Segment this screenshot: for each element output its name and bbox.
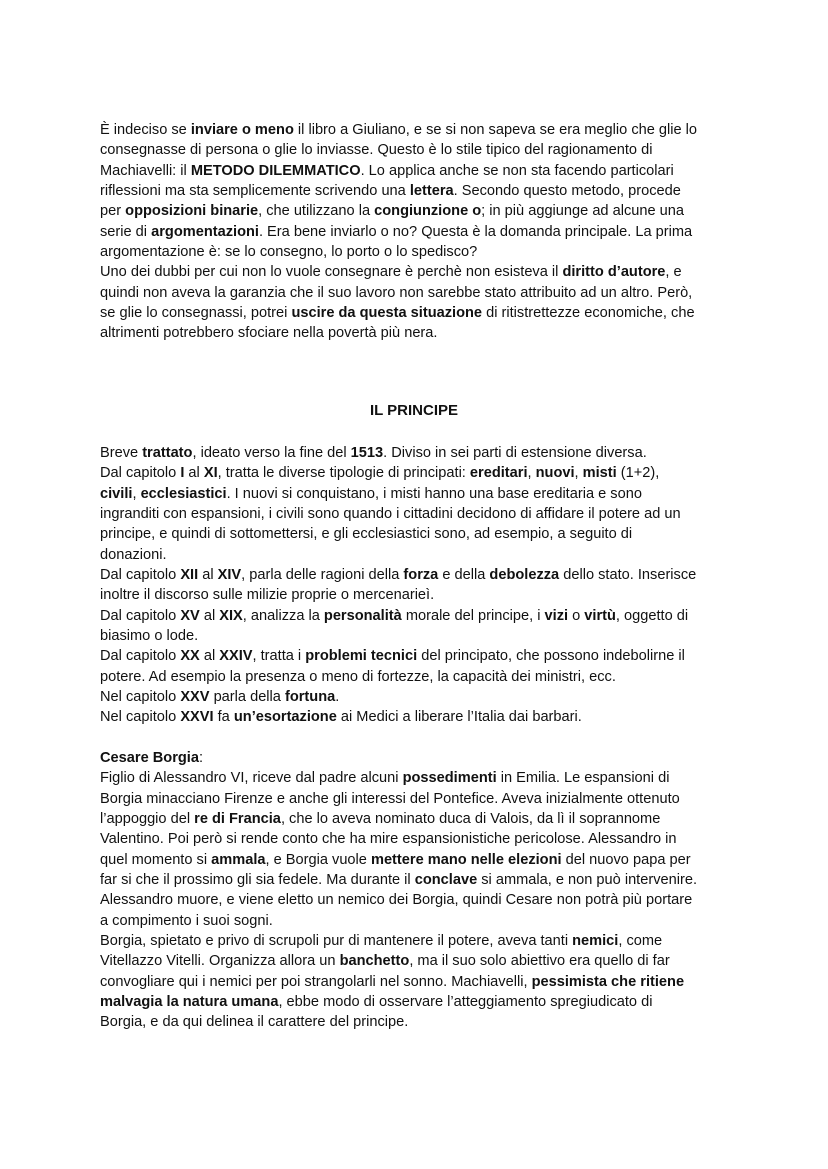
text: del principato, che possono indebolirne il bbox=[417, 648, 685, 665]
text: Breve bbox=[100, 445, 143, 461]
text: Dal capitolo bbox=[100, 567, 181, 584]
bold-text: lettera bbox=[409, 183, 454, 200]
text-line bbox=[100, 524, 740, 544]
text: inoltre il discorso sulle milizie proprie o mercenarieì. bbox=[100, 587, 435, 604]
text: , analizza la bbox=[242, 607, 324, 624]
text: far si che il prossimo gli sia fedele. Ma durante il bbox=[100, 872, 415, 889]
text: , ma il suo solo abiettivo era quello di far bbox=[409, 953, 670, 970]
bold-text: XXV bbox=[180, 689, 210, 706]
text: altrimenti potrebbero sfociare nella povertà più nera. bbox=[100, 325, 438, 342]
text: l’appoggio del bbox=[100, 811, 195, 828]
text-line bbox=[100, 748, 740, 768]
text-line bbox=[100, 120, 740, 140]
bold-text: I bbox=[180, 465, 185, 482]
text: , ebbe modo di osservare l’atteggiamento spregiudicato di bbox=[278, 994, 653, 1011]
bold-text: mettere mano nelle elezioni bbox=[370, 851, 562, 868]
text: , che lo aveva nominato duca di Valois, da lì il soprannome bbox=[280, 811, 661, 828]
bold-text: debolezza bbox=[489, 567, 560, 584]
text: il libro a Giuliano, e se si non sapeva se era meglio che glie lo bbox=[293, 122, 698, 138]
text-line bbox=[100, 687, 740, 707]
bold-text: virtù bbox=[584, 607, 616, 624]
text: del nuovo papa per bbox=[561, 851, 691, 868]
intro-paragraph bbox=[100, 120, 740, 344]
text: serie di bbox=[100, 223, 152, 240]
text: se glie lo consegnassi, potrei bbox=[100, 305, 292, 322]
text-line bbox=[100, 768, 740, 788]
bold-text: nuovi bbox=[535, 465, 575, 482]
bold-text: misti bbox=[582, 465, 617, 482]
text-line bbox=[100, 585, 740, 605]
text: ; in più aggiunge ad alcune una bbox=[481, 203, 685, 220]
bold-text: trattato bbox=[142, 445, 193, 461]
text: , e bbox=[665, 264, 682, 281]
bold-text: ecclesiastici bbox=[140, 485, 227, 502]
bold-text: banchetto bbox=[339, 953, 410, 970]
text: . I nuovi si conquistano, i misti hanno una base ereditaria e sono bbox=[226, 485, 642, 502]
bold-text: problemi tecnici bbox=[305, 648, 418, 665]
text-line bbox=[100, 606, 740, 626]
text: potere. Ad esempio la presenza o meno di fortezze, la capacità dei ministri, ecc. bbox=[100, 668, 616, 685]
text: al bbox=[198, 567, 218, 584]
text: si ammala, e non può intervenire. bbox=[477, 872, 698, 889]
text: Nel capitolo bbox=[100, 709, 181, 726]
text-line bbox=[100, 504, 740, 524]
text-line bbox=[100, 140, 740, 160]
section-title: IL PRINCIPE bbox=[369, 402, 459, 419]
text-line bbox=[100, 161, 740, 181]
text-line bbox=[100, 463, 740, 483]
text-line bbox=[100, 303, 740, 323]
text: riflessioni ma sta semplicemente scrivendo una bbox=[100, 183, 410, 200]
text: argomentazione è: se lo consegno, lo porto o lo spedisco? bbox=[100, 244, 478, 261]
bold-text: XIV bbox=[217, 567, 242, 584]
text: Uno dei dubbi per cui non lo vuole consegnare è perchè non esisteva il bbox=[100, 264, 563, 281]
text-line bbox=[100, 667, 740, 687]
text: Nel capitolo bbox=[100, 689, 181, 706]
bold-text: uscire da questa situazione bbox=[291, 305, 483, 322]
bold-text: diritto d’autore bbox=[562, 264, 666, 281]
text: biasimo o lode. bbox=[100, 628, 199, 645]
bold-text: XX bbox=[180, 648, 200, 665]
text: Borgia minacciano Firenze e anche gli interessi del Pontefice. Aveva inizialmente ottenuto bbox=[100, 790, 680, 807]
bold-text: 1513 bbox=[350, 445, 384, 461]
text: , bbox=[527, 465, 536, 482]
bold-text: congiunzione o bbox=[374, 203, 482, 220]
bold-text: XXVI bbox=[180, 709, 214, 726]
text-line bbox=[100, 890, 740, 910]
bold-text: fortuna bbox=[284, 689, 336, 706]
bold-text: argomentazioni bbox=[151, 223, 259, 240]
text-line bbox=[100, 484, 740, 504]
bold-text: XII bbox=[180, 567, 199, 584]
text-line bbox=[100, 829, 740, 849]
bold-text: ereditari bbox=[469, 465, 528, 482]
text-line bbox=[100, 850, 740, 870]
bold-text: malvagia la natura umana bbox=[100, 994, 279, 1011]
text: , che utilizzano la bbox=[258, 203, 375, 220]
bold-text: XIX bbox=[219, 607, 243, 624]
text: principe, e quindi di sottomettersi, e gli ecclesiastici sono, ad esempio, a seguito di bbox=[100, 526, 633, 543]
text: (1+2), bbox=[616, 465, 660, 482]
cesare-borgia-paragraph bbox=[100, 748, 740, 1033]
text: , ideato verso la fine del bbox=[192, 445, 351, 461]
text: quindi non aveva la garanzia che il suo lavoro non sarebbe stato attribuito ad un altro. Però, bbox=[100, 284, 693, 301]
text: di ritistrettezze economiche, che bbox=[482, 305, 695, 322]
bold-text: forza bbox=[403, 567, 439, 584]
text-line bbox=[100, 262, 740, 282]
text: È indeciso se bbox=[100, 122, 191, 138]
text-line bbox=[100, 951, 740, 971]
text: quel momento si bbox=[100, 851, 212, 868]
text-line bbox=[100, 443, 740, 463]
text: Dal capitolo bbox=[100, 607, 181, 624]
bold-text: possedimenti bbox=[402, 770, 497, 787]
text-line bbox=[100, 972, 740, 992]
bold-text: ammala bbox=[211, 851, 266, 868]
text: , bbox=[574, 465, 583, 482]
text: , tratta le diverse tipologie di principati: bbox=[217, 465, 470, 482]
text-line bbox=[100, 911, 740, 931]
text: . Lo applica anche se non sta facendo particolari bbox=[360, 162, 674, 179]
principe-summary-paragraph bbox=[100, 443, 740, 728]
text: , parla delle ragioni della bbox=[241, 567, 404, 584]
text: Dal capitolo bbox=[100, 648, 181, 665]
text-line bbox=[100, 992, 740, 1012]
text: Machiavelli: il bbox=[100, 162, 191, 179]
text-line bbox=[100, 707, 740, 727]
text: , e Borgia vuole bbox=[265, 851, 371, 868]
text: fa bbox=[213, 709, 234, 726]
text: . Era bene inviarlo o no? Questa è la domanda principale. La prima bbox=[258, 223, 693, 240]
bold-text: XXIV bbox=[219, 648, 253, 665]
bold-text: re di Francia bbox=[194, 811, 281, 828]
text: o bbox=[568, 607, 585, 624]
text-line bbox=[100, 646, 740, 666]
text: , oggetto di bbox=[615, 607, 689, 624]
text: Valentino. Poi però si rende conto che ha mire espansionistiche pericolose. Alessandro in bbox=[100, 831, 677, 848]
text: al bbox=[199, 648, 220, 665]
bold-text: inviare o meno bbox=[190, 122, 294, 138]
text: donazioni. bbox=[100, 546, 167, 563]
bold-text: personalità bbox=[323, 607, 402, 624]
text-line bbox=[100, 222, 740, 242]
text-line bbox=[100, 181, 740, 201]
text: ingranditi con espansioni, i civili sono quando i cittadini decidono di affidare il potere ad un bbox=[100, 506, 681, 523]
text: dello stato. Inserisce bbox=[559, 567, 697, 584]
bold-text: XI bbox=[203, 465, 218, 482]
bold-text: conclave bbox=[414, 872, 478, 889]
text: e della bbox=[438, 567, 490, 584]
text: Alessandro muore, e viene eletto un nemico dei Borgia, quindi Cesare non potrà più portare bbox=[100, 892, 693, 909]
text: : bbox=[198, 750, 204, 766]
bold-text: Cesare Borgia bbox=[100, 750, 199, 766]
text: Figlio di Alessandro VI, riceve dal padre alcuni bbox=[100, 770, 403, 787]
text-line bbox=[100, 626, 740, 646]
text: Borgia, spietato e privo di scrupoli pur di mantenere il potere, aveva tanti bbox=[100, 933, 573, 950]
text-line bbox=[100, 201, 740, 221]
text-line bbox=[100, 323, 740, 343]
text-line bbox=[100, 789, 740, 809]
bold-text: XV bbox=[180, 607, 200, 624]
text: . Diviso in sei parti di estensione diversa. bbox=[383, 445, 647, 461]
text-line bbox=[100, 870, 740, 890]
bold-text: vizi bbox=[544, 607, 569, 624]
text: , come bbox=[618, 933, 663, 950]
text-line bbox=[100, 283, 740, 303]
text: , tratta i bbox=[252, 648, 306, 665]
text-line bbox=[100, 809, 740, 829]
text: per bbox=[100, 203, 126, 220]
text-line bbox=[100, 545, 740, 565]
text: convogliare qui i nemici per poi strangolarli nel sonno. Machiavelli, bbox=[100, 973, 532, 990]
text: . bbox=[335, 689, 340, 706]
text: a compimento i suoi sogni. bbox=[100, 912, 273, 929]
text: . Secondo questo metodo, procede bbox=[453, 183, 681, 200]
text: Vitellazzo Vitelli. Organizza allora un bbox=[100, 953, 340, 970]
bold-text: nemici bbox=[572, 933, 619, 950]
text-line bbox=[100, 931, 740, 951]
text: parla della bbox=[209, 689, 285, 706]
text: , bbox=[132, 485, 141, 502]
text: al bbox=[199, 607, 220, 624]
bold-text: civili bbox=[100, 485, 133, 502]
text-line bbox=[100, 242, 740, 262]
text: Borgia, e da qui delinea il carattere del principe. bbox=[100, 1014, 409, 1031]
text-line bbox=[100, 1012, 740, 1032]
text: consegnasse di persona o glie lo inviasse. Questo è lo stile tipico del ragionamento di bbox=[100, 142, 653, 159]
text: Dal capitolo bbox=[100, 465, 181, 482]
text: al bbox=[184, 465, 204, 482]
text: ai Medici a liberare l’Italia dai barbari. bbox=[336, 709, 582, 726]
text: in Emilia. Le espansioni di bbox=[496, 770, 670, 787]
bold-text: pessimista che ritiene bbox=[531, 973, 685, 990]
bold-text: un’esortazione bbox=[233, 709, 337, 726]
bold-text: METODO DILEMMATICO bbox=[190, 162, 361, 179]
text-line bbox=[100, 565, 740, 585]
bold-text: opposizioni binarie bbox=[125, 203, 259, 220]
text: morale del principe, i bbox=[401, 607, 545, 624]
